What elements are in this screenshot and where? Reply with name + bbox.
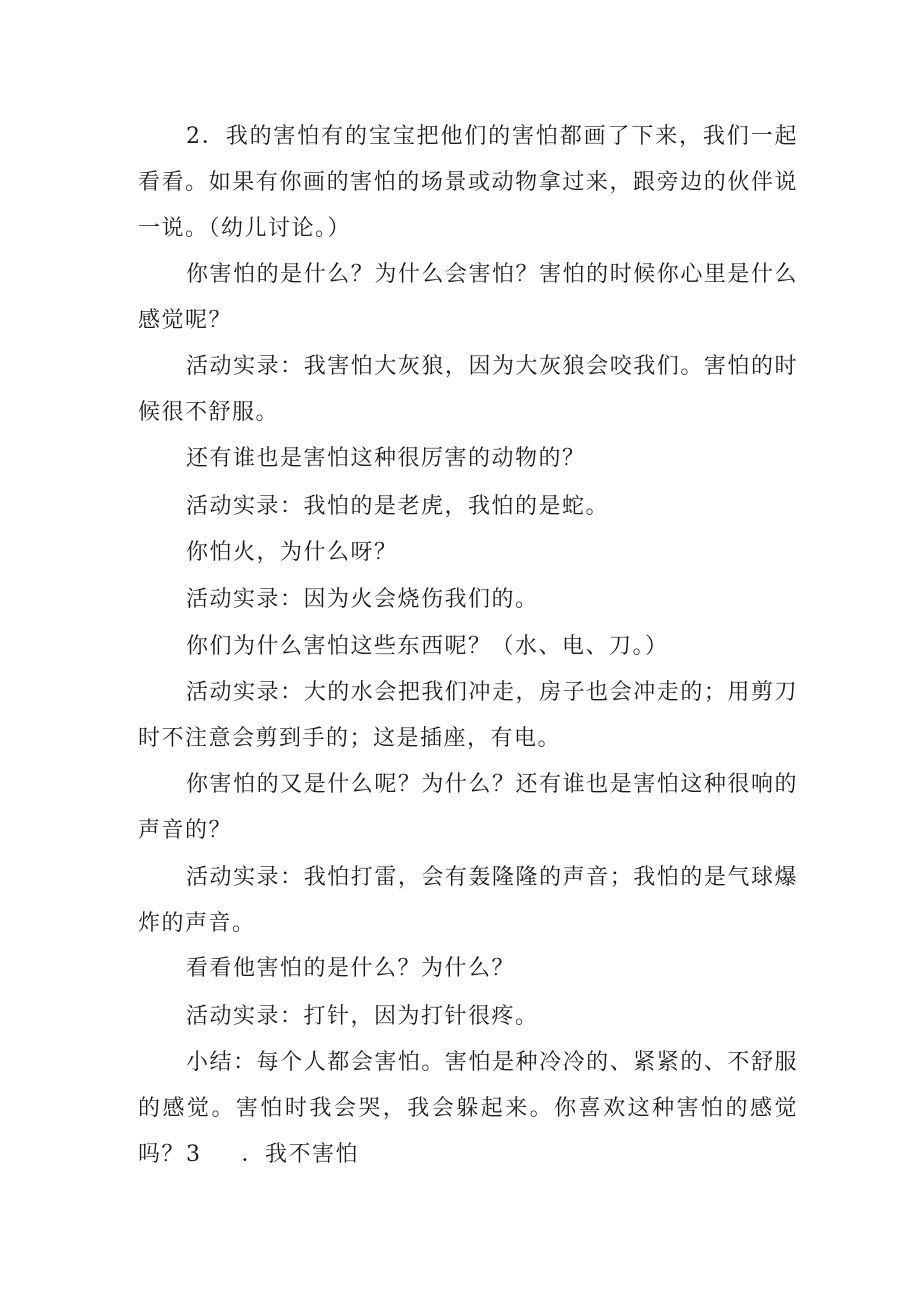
paragraph-question-things: 你们为什么害怕这些东西呢？（水、电、刀。）: [186, 634, 669, 659]
section-title: ．我不害怕: [241, 1142, 360, 1167]
paragraph-question-strong-animal: 还有谁也是害怕这种很厉害的动物的？: [186, 446, 586, 471]
paragraph-record-water-scissors: 活动实录：大的水会把我们冲走，房子也会冲走的；用剪刀时不注意会剪到手的；这是插座，有电。: [138, 680, 798, 751]
paragraph-record-thunder: 活动实录：我怕打雷，会有轰隆隆的声音；我怕的是气球爆炸的声音。: [138, 865, 798, 936]
section-heading: [138, 1132, 798, 1178]
paragraph-record-wolf: 活动实录：我害怕大灰狼，因为大灰狼会咬我们。害怕的时候很不舒服。: [138, 354, 798, 425]
paragraph-summary: 小结：每个人都会害怕。害怕是种冷冷的、紧紧的、不舒服的感觉。害怕时我会哭，我会躲起来。你喜欢这种害怕的感觉吗？: [138, 1050, 798, 1167]
paragraph-question-look: 看看他害怕的是什么？为什么？: [186, 956, 516, 981]
paragraph-record-tiger-snake: 活动实录：我怕的是老虎，我怕的是蛇。: [186, 494, 610, 519]
paragraph-question-fire: 你怕火，为什么呀？: [186, 540, 398, 565]
section-number: 3: [186, 1142, 202, 1167]
paragraph-question-what-fear: 你害怕的是什么？为什么会害怕？害怕的时候你心里是什么感觉呢？: [138, 262, 798, 333]
paragraph-record-fire: 活动实录：因为火会烧伤我们的。: [186, 587, 539, 612]
paragraph-my-fears: 2．我的害怕有的宝宝把他们的害怕都画了下来，我们一起看看。如果有你画的害怕的场景或动物拿过来，跟旁边的伙伴说一说。（幼儿讨论。）: [138, 124, 798, 241]
paragraph-question-loud-sound: 你害怕的又是什么呢？为什么？还有谁也是害怕这种很响的声音的？: [138, 772, 798, 843]
paragraph-record-injection: 活动实录：打针，因为打针很疼。: [186, 1004, 539, 1029]
